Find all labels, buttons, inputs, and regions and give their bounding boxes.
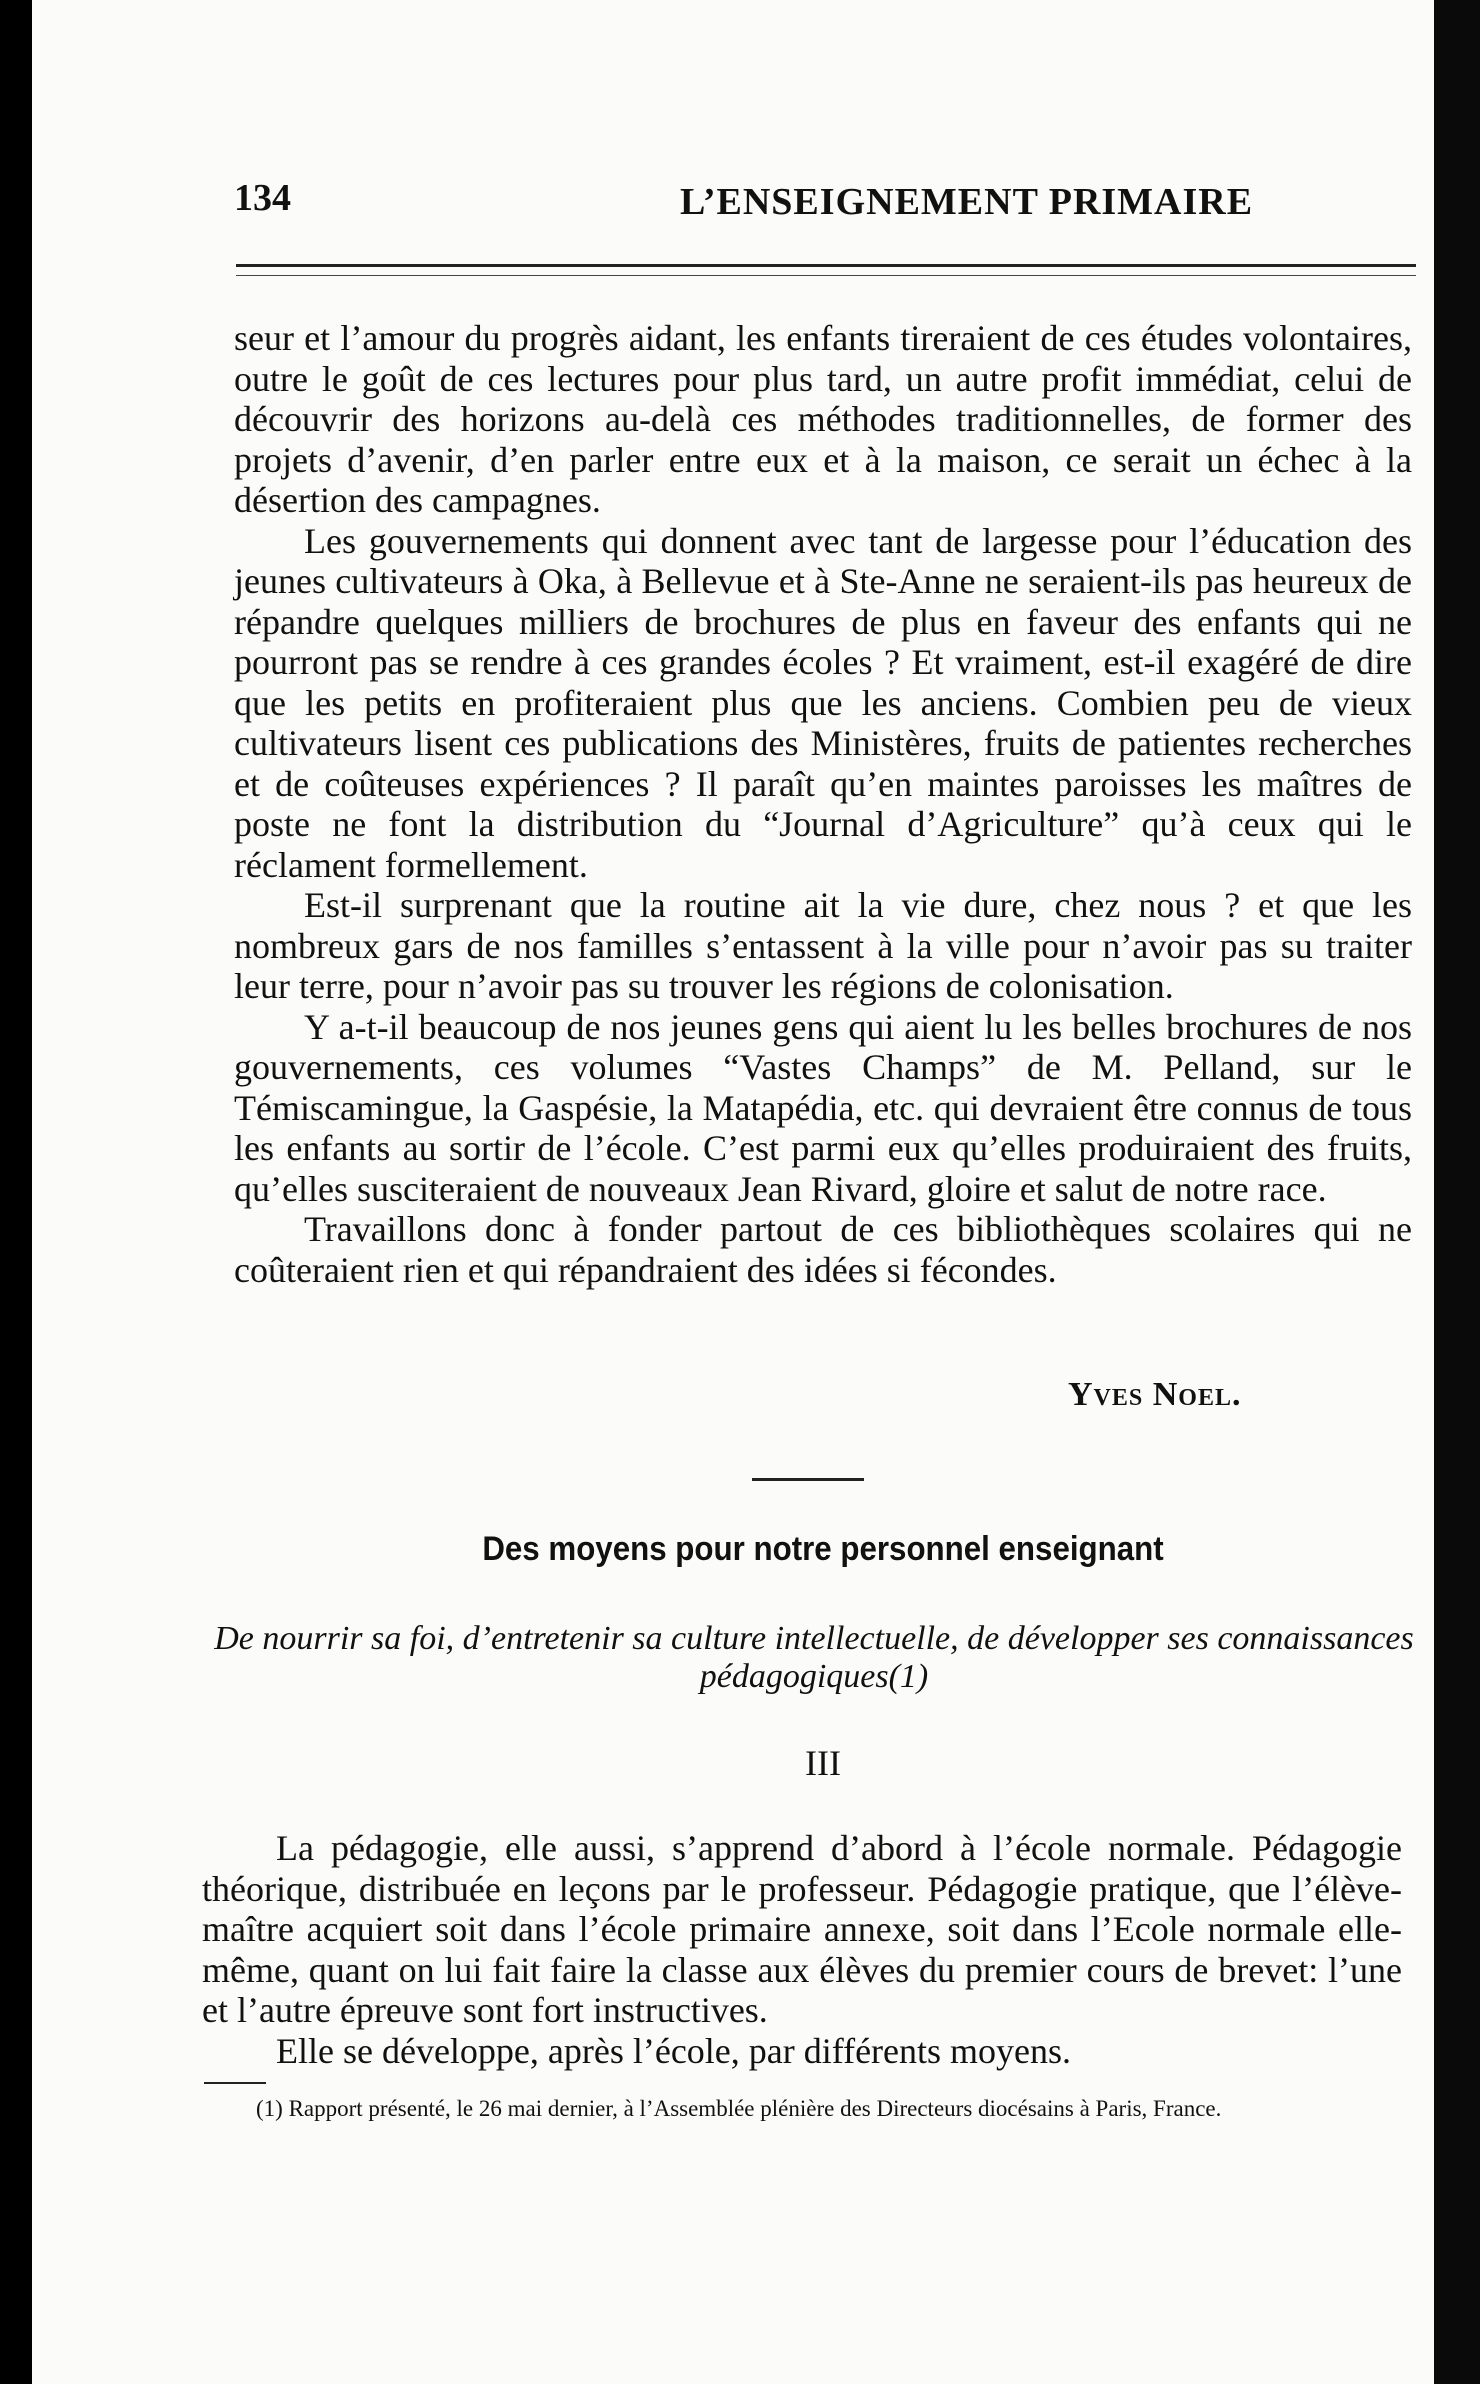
scan-edge [1434, 0, 1480, 2384]
section-separator [752, 1478, 864, 1481]
paragraph: La pédagogie, elle aussi, s’apprend d’abord à l’école normale. Pédagogie théorique, distribuée en leçons par le professeur. Pédagogie pratique, que l’élève-maître acquiert soit dans l’école primaire annexe, soit dans l’Ecole normale elle-même, quant on lui fait faire la classe aux élèves du premier cours de brevet: l’une et l’autre épreuve sont fort instructives. [202, 1828, 1402, 2030]
paragraph: Est-il surprenant que la routine ait la vie dure, chez nous ? et que les nombreux gars de nos familles s’entassent à la ville pour n’avoir pas su traiter leur terre, pour n’avoir pas su trouver les régions de colonisation. [234, 885, 1412, 1006]
section-body [202, 1828, 1402, 2071]
header-rule [236, 264, 1416, 276]
paragraph: Les gouvernements qui donnent avec tant de largesse pour l’éducation des jeunes cultivateurs à Oka, à Bellevue et à Ste-Anne ne seraient-ils pas heureux de répandre quelques milliers de brochures de plus en faveur des enfants qui ne pourront pas se rendre à ces grandes écoles ? Et vraiment, est-il exagéré de dire que les petits en profiteraient plus que les anciens. Combien peu de vieux cultivateurs lisent ces publications des Ministères, fruits de patientes recherches et de coûteuses expériences ? Il paraît qu’en maintes paroisses les maîtres de poste ne font la distribution du “Journal d’Agriculture” qu’à ceux qui le réclament formellement. [234, 520, 1412, 885]
article-body [234, 318, 1412, 1290]
running-head [202, 168, 1412, 228]
running-title: L’ENSEIGNEMENT PRIMAIRE [680, 181, 1254, 223]
section-heading: Des moyens pour notre personnel enseignant [482, 1530, 1164, 1568]
paragraph: Elle se développe, après l’école, par différents moyens. [276, 2030, 1072, 2071]
page-number: 134 [234, 177, 291, 219]
paragraph: Travaillons donc à fonder partout de ces bibliothèques scolaires qui ne coûteraient rien et qui répandraient des idées si fécondes. [234, 1209, 1412, 1290]
section-subtitle: De nourrir sa foi, d’entretenir sa culture intellectuelle, de développer ses connaissances pédagogiques(1) [214, 1620, 1414, 1695]
footnote-rule [204, 2082, 266, 2084]
footnote-text: (1) Rapport présenté, le 26 mai dernier, à l’Assemblée plénière des Directeurs diocésains à Paris, France. [256, 2096, 1222, 2121]
author-signature: Yves Noel. [1068, 1376, 1242, 1413]
paragraph: seur et l’amour du progrès aidant, les enfants tireraient de ces études volontaires, outre le goût de ces lectures pour plus tard, un autre profit immédiat, celui de découvrir des horizons au-delà ces méthodes traditionnelles, de former des projets d’avenir, d’en parler entre eux et à la maison, ce serait un échec à la désertion des campagnes. [234, 318, 1412, 520]
section-number: III [805, 1743, 841, 1783]
paragraph: Y a-t-il beaucoup de nos jeunes gens qui aient lu les belles brochures de nos gouvernements, ces volumes “Vastes Champs” de M. Pelland, sur le Témiscamingue, la Gaspésie, la Matapédia, etc. qui devraient être connus de tous les enfants au sortir de l’école. C’est parmi eux qu’elles produiraient des fruits, qu’elles susciteraient de nouveaux Jean Rivard, gloire et salut de notre race. [234, 1006, 1412, 1209]
footnote [204, 2096, 1400, 2122]
